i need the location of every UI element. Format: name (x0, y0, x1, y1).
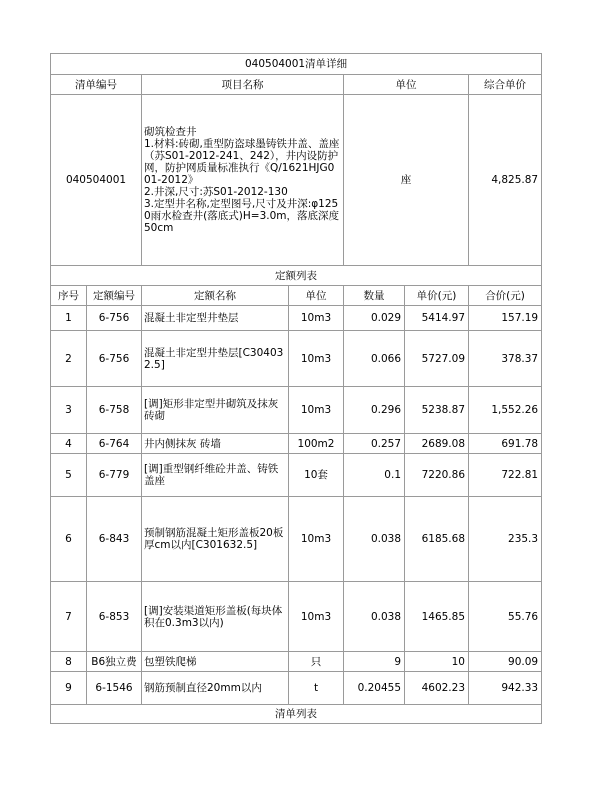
row-unit: 10m3 (289, 582, 344, 652)
table-row (51, 582, 542, 652)
row-seq: 5 (51, 454, 87, 497)
row-total: 942.33 (469, 672, 542, 705)
row-total: 378.37 (469, 331, 542, 387)
footer-title: 清单列表 (51, 705, 542, 724)
desc-line: 2.井深,尺寸:苏S01-2012-130 (144, 186, 288, 198)
row-qty: 0.038 (344, 582, 405, 652)
row-qty: 0.1 (344, 454, 405, 497)
quota-name-header: 定额名称 (142, 286, 289, 306)
title-row (51, 54, 542, 75)
row-price: 5238.87 (405, 387, 469, 434)
table-row (51, 387, 542, 434)
table-row (51, 672, 542, 705)
item-price: 4,825.87 (469, 95, 542, 266)
row-code: 6-756 (87, 331, 142, 387)
row-code: 6-758 (87, 387, 142, 434)
table-row (51, 454, 542, 497)
desc-line: 1.材料:砖砌,重型防盗球墨铸铁井盖、盖座（苏S01-2012-241、242），井内设防护网，防护网质量标准执行《Q/1621HJG001-2012》 (144, 138, 340, 186)
row-price: 7220.86 (405, 454, 469, 497)
row-qty: 0.257 (344, 434, 405, 454)
row-qty: 0.038 (344, 497, 405, 582)
row-code: 6-756 (87, 306, 142, 331)
row-seq: 9 (51, 672, 87, 705)
row-code: 6-1546 (87, 672, 142, 705)
row-total: 157.19 (469, 306, 542, 331)
row-total: 1,552.26 (469, 387, 542, 434)
item-unit: 座 (344, 95, 469, 266)
row-price: 5414.97 (405, 306, 469, 331)
row-total: 55.76 (469, 582, 542, 652)
row-qty: 0.296 (344, 387, 405, 434)
row-seq: 1 (51, 306, 87, 331)
footer-row (51, 705, 542, 724)
row-name: 井内侧抹灰 砖墙 (142, 434, 289, 454)
row-seq: 4 (51, 434, 87, 454)
row-unit: 10m3 (289, 387, 344, 434)
row-seq: 8 (51, 652, 87, 672)
item-row (51, 95, 542, 266)
row-name: 包塑铁爬梯 (142, 652, 289, 672)
row-unit: 10m3 (289, 497, 344, 582)
total-header: 合价(元) (469, 286, 542, 306)
row-seq: 7 (51, 582, 87, 652)
desc-line: 3.定型井名称,定型图号,尺寸及井深:φ1250雨水检查井(落底式)H=3.0m，落底深度50cm (144, 198, 339, 234)
row-unit: 100m2 (289, 434, 344, 454)
row-price: 5727.09 (405, 331, 469, 387)
row-unit: 只 (289, 652, 344, 672)
table-row (51, 434, 542, 454)
row-price: 2689.08 (405, 434, 469, 454)
table-row (51, 652, 542, 672)
table-row (51, 306, 542, 331)
row-total: 90.09 (469, 652, 542, 672)
quota-unit-header: 单位 (289, 286, 344, 306)
row-name: 预制钢筋混凝土矩形盖板20板厚cm以内[C301632.5] (142, 497, 289, 582)
quota-title-row (51, 266, 542, 286)
row-unit: 10套 (289, 454, 344, 497)
row-code: 6-779 (87, 454, 142, 497)
row-code: B6独立费 (87, 652, 142, 672)
code-header: 清单编号 (51, 75, 142, 95)
row-total: 691.78 (469, 434, 542, 454)
unit-price-header: 单价(元) (405, 286, 469, 306)
row-name: 钢筋预制直径20mm以内 (142, 672, 289, 705)
row-qty: 0.20455 (344, 672, 405, 705)
item-code: 040504001 (51, 95, 142, 266)
detail-table (50, 53, 542, 724)
row-name: [调]安装渠道矩形盖板(每块体积在0.3m3以内) (142, 582, 289, 652)
quota-header-row (51, 286, 542, 306)
unit-header: 单位 (344, 75, 469, 95)
name-header: 项目名称 (142, 75, 344, 95)
row-unit: t (289, 672, 344, 705)
row-seq: 3 (51, 387, 87, 434)
row-total: 235.3 (469, 497, 542, 582)
row-unit: 10m3 (289, 306, 344, 331)
row-name: 混凝土非定型井垫层 (142, 306, 289, 331)
seq-header: 序号 (51, 286, 87, 306)
row-code: 6-853 (87, 582, 142, 652)
item-description (142, 95, 344, 266)
row-name: 混凝土非定型井垫层[C304032.5] (142, 331, 289, 387)
header-row (51, 75, 542, 95)
row-seq: 2 (51, 331, 87, 387)
row-qty: 0.066 (344, 331, 405, 387)
qty-header: 数量 (344, 286, 405, 306)
row-price: 6185.68 (405, 497, 469, 582)
row-name: [调]重型钢纤维砼井盖、铸铁盖座 (142, 454, 289, 497)
row-unit: 10m3 (289, 331, 344, 387)
quota-code-header: 定额编号 (87, 286, 142, 306)
row-code: 6-764 (87, 434, 142, 454)
table-row (51, 497, 542, 582)
row-price: 1465.85 (405, 582, 469, 652)
row-code: 6-843 (87, 497, 142, 582)
row-seq: 6 (51, 497, 87, 582)
price-header: 综合单价 (469, 75, 542, 95)
row-total: 722.81 (469, 454, 542, 497)
row-qty: 9 (344, 652, 405, 672)
desc-line: 砌筑检查井 (144, 126, 197, 138)
row-qty: 0.029 (344, 306, 405, 331)
row-name: [调]矩形非定型井砌筑及抹灰 砖砌 (142, 387, 289, 434)
row-price: 10 (405, 652, 469, 672)
table-title: 040504001清单详细 (51, 54, 542, 75)
table-row (51, 331, 542, 387)
row-price: 4602.23 (405, 672, 469, 705)
quota-title: 定额列表 (51, 266, 542, 286)
